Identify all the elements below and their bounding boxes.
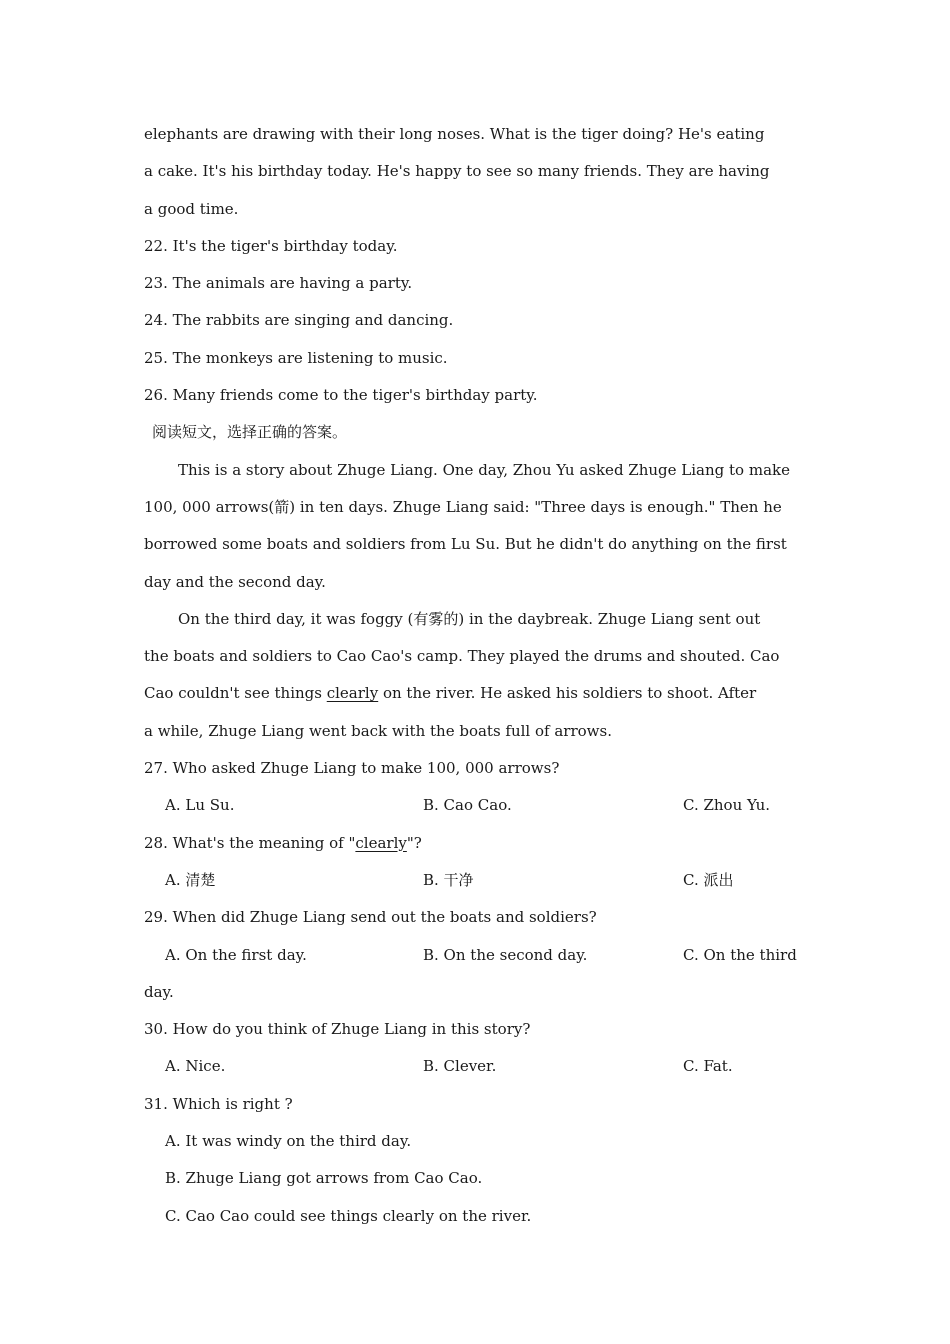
passage1-line-1: elephants are drawing with their long noses. What is the tiger doing? He's eating <box>144 125 765 143</box>
q30-option-c: C. Fat. <box>683 1057 733 1076</box>
passage2-p2-line-1: On the third day, it was foggy (有雾的) in the daybreak. Zhuge Liang sent out <box>178 609 761 628</box>
underlined-word-clearly: clearly <box>326 684 379 703</box>
statement-22: 22. It's the tiger's birthday today. <box>144 236 398 255</box>
q29-option-c-continued: day. <box>144 982 174 1001</box>
q30-option-a: A. Nice. <box>165 1057 226 1076</box>
worksheet-page <box>144 116 834 1235</box>
q27-option-a: A. Lu Su. <box>165 796 235 815</box>
q29-option-a: A. On the first day. <box>165 945 307 964</box>
question-28 <box>144 825 834 862</box>
statement-23: 23. The animals are having a party. <box>144 274 413 293</box>
q28-option-b: B. 干净 <box>423 870 474 889</box>
q31-option-a: A. It was windy on the third day. <box>165 1132 412 1151</box>
q31-option-b: B. Zhuge Liang got arrows from Cao Cao. <box>165 1169 483 1188</box>
passage2-p1-line-1: This is a story about Zhuge Liang. One day, Zhou Yu asked Zhuge Liang to make <box>178 460 790 479</box>
statement-26: 26. Many friends come to the tiger's birthday party. <box>144 386 538 405</box>
q28-text-pre: 28. What's the meaning of " <box>144 833 356 852</box>
passage1-line-2: a cake. It's his birthday today. He's happy to see so many friends. They are having <box>144 162 770 181</box>
q28-text-post: "? <box>406 833 422 852</box>
question-29: 29. When did Zhuge Liang send out the boats and soldiers? <box>144 908 597 927</box>
passage2-p2-line-3 <box>144 675 834 712</box>
section-heading: 阅读短文，选择正确的答案。 <box>152 423 348 442</box>
passage2-p2-line-3-pre: Cao couldn't see things <box>144 684 327 703</box>
q28-option-a: A. 清楚 <box>165 870 216 889</box>
passage2-p2-line-4: a while, Zhuge Liang went back with the boats full of arrows. <box>144 721 612 740</box>
question-29-options <box>144 937 834 974</box>
passage2-p1-line-4: day and the second day. <box>144 572 326 591</box>
question-30-options <box>144 1048 834 1085</box>
passage2-p2-line-3-post: on the river. He asked his soldiers to shoot. After <box>378 684 757 703</box>
question-28-options <box>144 862 834 899</box>
q29-option-c: C. On the third <box>683 945 797 964</box>
q29-option-b: B. On the second day. <box>423 945 588 964</box>
question-31: 31. Which is right ? <box>144 1094 293 1113</box>
question-27: 27. Who asked Zhuge Liang to make 100, 000 arrows? <box>144 759 560 778</box>
q30-option-b: B. Clever. <box>423 1057 497 1076</box>
passage2-p2-line-2: the boats and soldiers to Cao Cao's camp. They played the drums and shouted. Cao <box>144 647 780 666</box>
passage1-line-3: a good time. <box>144 199 239 218</box>
q27-option-b: B. Cao Cao. <box>423 796 512 815</box>
q28-option-c: C. 派出 <box>683 870 734 889</box>
statement-25: 25. The monkeys are listening to music. <box>144 348 448 367</box>
statement-24: 24. The rabbits are singing and dancing. <box>144 311 454 330</box>
passage2-p1-line-2: 100, 000 arrows(箭) in ten days. Zhuge Liang said: "Three days is enough." Then he <box>144 497 782 516</box>
question-30: 30. How do you think of Zhuge Liang in this story? <box>144 1020 531 1039</box>
q31-option-c: C. Cao Cao could see things clearly on the river. <box>165 1206 532 1225</box>
question-27-options <box>144 787 834 824</box>
q27-option-c: C. Zhou Yu. <box>683 796 771 815</box>
passage2-p1-line-3: borrowed some boats and soldiers from Lu Su. But he didn't do anything on the first <box>144 535 787 554</box>
q28-underlined-word: clearly <box>355 833 407 852</box>
